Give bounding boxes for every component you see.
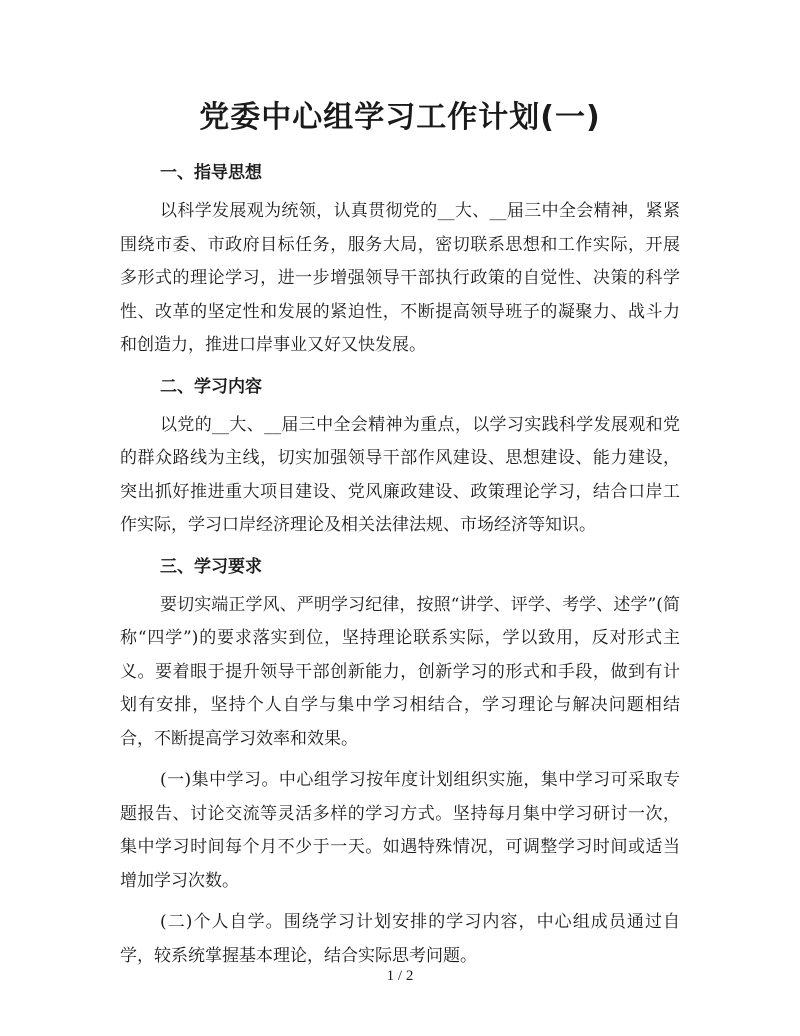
paragraph-centralized-study: (一)集中学习。中心组学习按年度计划组织实施，集中学习可采取专题报告、讨论交流等灵活多样的学习方式。坚持每月集中学习研讨一次，集中学习时间每个月不少于一天。如遇特殊情况，可调整学习时间或适当增加学习次数。 [120, 770, 680, 891]
document-body [120, 155, 680, 981]
paragraph-study-content: 以党的__大、__届三中全会精神为重点，以学习实践科学发展观和党的群众路线为主线，切实加强领导干部作风建设、思想建设、能力建设，突出抓好推进重大项目建设、党风廉政建设、政策理论学习，结合口岸工作实际，学习口岸经济理论及相关法律法规、市场经济等知识。 [120, 414, 680, 535]
paragraph-study-requirements: 要切实端正学风、严明学习纪律，按照“讲学、评学、考学、述学”(简称“四学”)的要求落实到位，坚持理论联系实际，学以致用，反对形式主义。要着眼于提升领导干部创新能力，创新学习的形式和手段，做到有计划有安排，坚持个人自学与集中学习相结合，学习理论与解决问题相结合，不断提高学习效率和效果。 [120, 594, 680, 749]
section-heading-guiding-ideology: 一、指导思想 [160, 163, 262, 183]
paragraph-self-study: (二)个人自学。围绕学习计划安排的学习内容，中心组成员通过自学，较系统掌握基本理论，结合实际思考问题。 [120, 912, 680, 966]
document-title: 党委中心组学习工作计划(一) [199, 100, 601, 135]
section-heading-study-requirements: 三、学习要求 [160, 556, 262, 577]
section-heading-study-content: 二、学习内容 [160, 376, 262, 397]
page-number: 1 / 2 [386, 968, 414, 984]
paragraph-guiding-ideology: 以科学发展观为统领，认真贯彻党的__大、__届三中全会精神，紧紧围绕市委、市政府目标任务，服务大局，密切联系思想和工作实际，开展多形式的理论学习，进一步增强领导干部执行政策的自觉性、决策的科学性、改革的坚定性和发展的紧迫性，不断提高领导班子的凝聚力、战斗力和创造力，推进口岸事业又好又快发展。 [120, 201, 680, 355]
